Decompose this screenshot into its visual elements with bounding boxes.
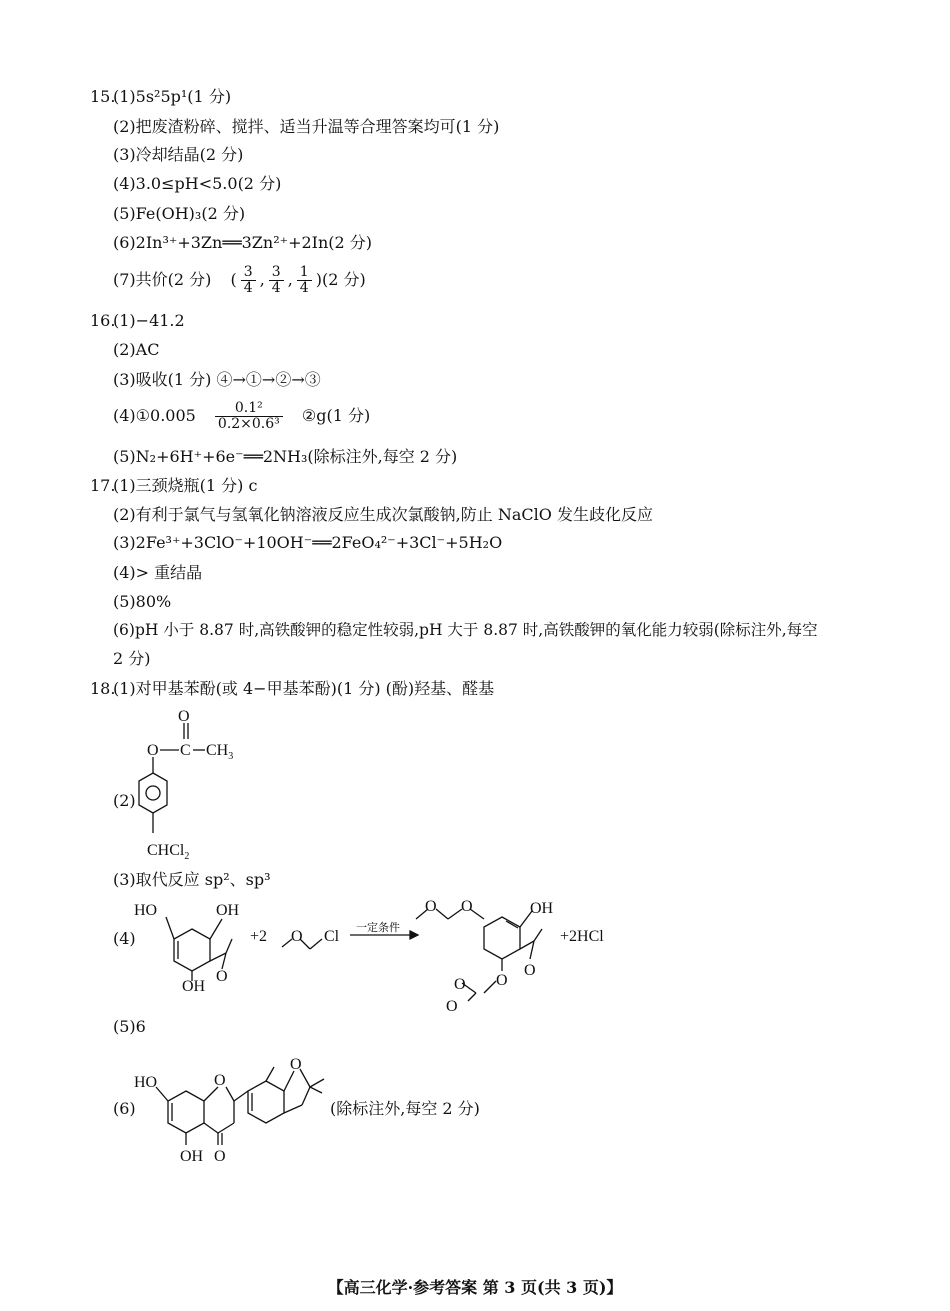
q15-part7-text: (7)共价(2 分) [113, 270, 212, 289]
q16-number: 16. [90, 311, 116, 330]
ester-O: O [147, 742, 159, 759]
fraction-1-num: 3 [241, 265, 256, 281]
r4-reagent-O: O [291, 928, 303, 945]
q17-number: 17. [90, 476, 116, 495]
q15-part1: (1)5s²5p¹(1 分) [113, 87, 232, 106]
q16-part4-b: ②g(1 分) [301, 406, 371, 425]
q16-part3: (3)吸收(1 分) ④→①→②→③ [113, 370, 321, 389]
s6-O1: O [214, 1072, 226, 1089]
fraction-3-num: 1 [297, 265, 312, 281]
q18-part1: (1)对甲基苯酚(或 4−甲基苯酚)(1 分) (酚)羟基、醛基 [113, 679, 495, 698]
kp-denominator: 0.2×0.6³ [217, 416, 280, 432]
fraction-1-den: 4 [243, 280, 253, 296]
reaction-4 [130, 893, 630, 1013]
q15-part6: (6)2In³⁺+3Zn══3Zn²⁺+2In(2 分) [113, 233, 373, 252]
fraction-1 [241, 265, 256, 296]
structure-6 [130, 1035, 350, 1170]
q15-part7: (7)共价(2 分) ( $\frac{3}{4}$ , $\frac{3}{4}$ , $\frac{1}{4}$ )(2 分) [113, 264, 366, 296]
ester-C: C [180, 742, 191, 759]
kp-numerator: 0.1² [215, 401, 283, 417]
q17-part5: (5)80% [113, 592, 172, 611]
q17-part2: (2)有利于氯气与氢氧化钠溶液反应生成次氯酸钠,防止 NaClO 发生歧化反应 [113, 505, 653, 524]
r4-O1: O [216, 968, 228, 985]
r4-product-O5: O [454, 976, 466, 993]
r4-OH1: OH [216, 902, 240, 919]
fraction-3 [297, 265, 312, 296]
q17-part6: (6)pH 小于 8.87 时,高铁酸钾的稳定性较弱,pH 大于 8.87 时,高铁酸钾的氧化能力较弱(除标注外,每空 [113, 621, 818, 639]
r4-plus-hcl: +2HCl [560, 928, 604, 945]
structure-ester [135, 705, 265, 865]
r4-product-O6: O [446, 998, 458, 1013]
r4-plus-2: +2 [250, 928, 268, 945]
q16-part4-a: (4)①0.005 [113, 406, 196, 425]
r4-HO1: HO [134, 902, 158, 919]
q15-part2: (2)把废渣粉碎、搅拌、适当升温等合理答案均可(1 分) [113, 117, 500, 136]
chcl2-group: CHCl$_2$ [147, 842, 190, 862]
r4-product-O3: O [524, 962, 536, 979]
kp-fraction [215, 401, 283, 432]
s6-HO: HO [134, 1074, 158, 1091]
q15-part7-close: )(2 分) [315, 270, 366, 289]
q16-part5: (5)N₂+6H⁺+6e⁻══2NH₃(除标注外,每空 2 分) [113, 447, 458, 466]
fraction-3-den: 4 [299, 280, 309, 296]
q18-part6-note: (除标注外,每空 2 分) [330, 1099, 480, 1118]
q17-part3: (3)2Fe³⁺+3ClO⁻+10OH⁻══2FeO₄²⁻+3Cl⁻+5H₂O [113, 533, 503, 552]
q16-part2: (2)AC [113, 340, 160, 359]
r4-product-O1: O [425, 898, 437, 915]
q17-part4: (4)> 重结晶 [113, 563, 203, 582]
q18-part5: (5)6 [113, 1017, 146, 1036]
q18-number: 18. [90, 679, 116, 698]
q18-part2-label: (2) [113, 791, 136, 810]
r4-product-O4: O [496, 972, 508, 989]
q15-part3: (3)冷却结晶(2 分) [113, 145, 244, 164]
q15-part5: (5)Fe(OH)₃(2 分) [113, 204, 246, 223]
q16-part4 [113, 398, 370, 434]
r4-OH2: OH [182, 978, 206, 995]
q17-part1: (1)三颈烧瓶(1 分) c [113, 476, 258, 495]
ester-carbonyl-O: O [178, 708, 190, 725]
q18-part3: (3)取代反应 sp²、sp³ [113, 870, 271, 889]
r4-product-OH: OH [530, 900, 554, 917]
q18-part6-label: (6) [113, 1099, 136, 1118]
q17-part6-cont: 2 分) [113, 649, 151, 668]
q15-part4: (4)3.0≤pH<5.0(2 分) [113, 174, 282, 193]
fraction-2-den: 4 [271, 280, 281, 296]
q18-part4-label: (4) [113, 929, 136, 948]
ester-CH3: $CH_3$ [206, 742, 234, 762]
fraction-2 [269, 265, 284, 296]
s6-OH: OH [180, 1148, 204, 1165]
q15-number: 15. [90, 87, 116, 106]
q16-part1: (1)−41.2 [113, 311, 185, 330]
s6-O2: O [290, 1056, 302, 1073]
r4-reagent-Cl: Cl [324, 928, 340, 945]
q15-part7-open: ( [230, 270, 237, 289]
fraction-2-num: 3 [269, 265, 284, 281]
s6-O3: O [214, 1148, 226, 1165]
r4-product-O2: O [461, 898, 473, 915]
r4-condition: 一定条件 [356, 922, 400, 934]
page-footer: 【高三化学·参考答案 第 3 页(共 3 页)】 [327, 1278, 623, 1297]
